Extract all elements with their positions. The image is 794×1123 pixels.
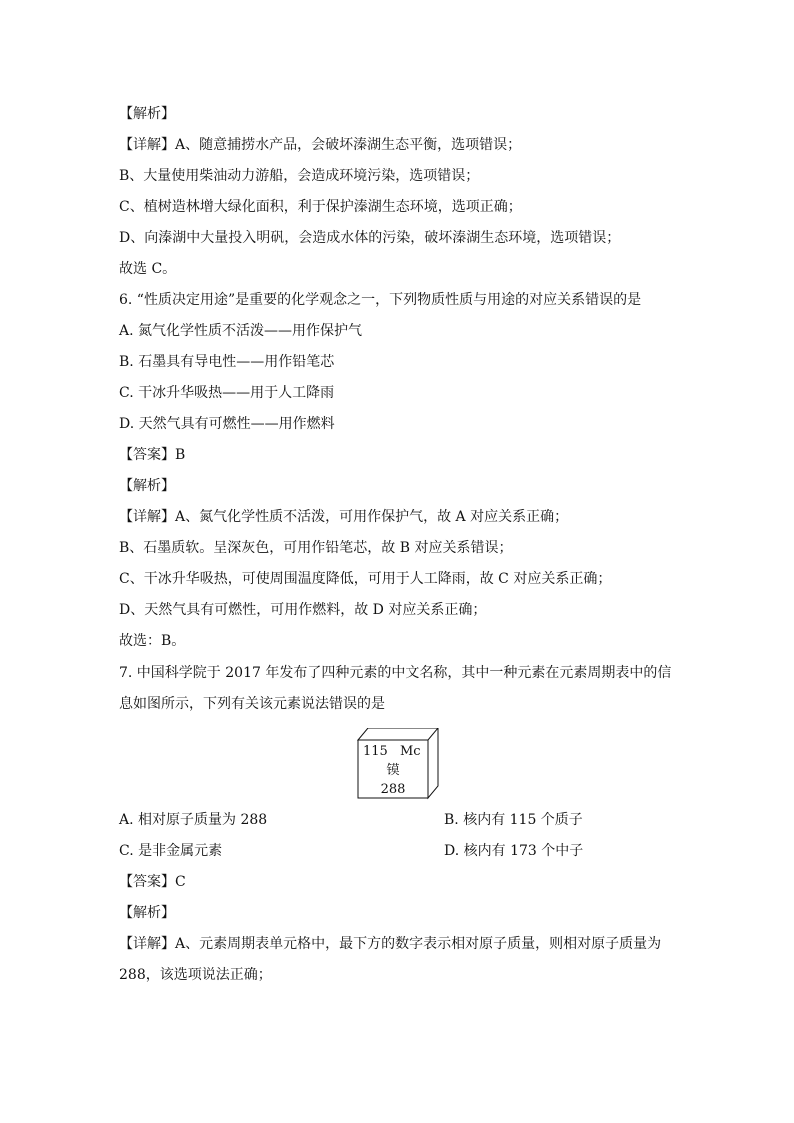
- detail-line-1b: B、大量使用柴油动力游船，会造成环境污染，选项错误；: [119, 168, 480, 184]
- question-7-option-b: B. 核内有 115 个质子: [444, 812, 583, 828]
- periodic-table-cell-drawing: [356, 728, 440, 800]
- atomic-mass: 288: [380, 782, 406, 797]
- question-6-answer: 【答案】B: [119, 447, 186, 463]
- periodic-table-cell-figure: [356, 728, 440, 804]
- question-6-option-c: C. 干冰升华吸热——用于人工降雨: [119, 385, 335, 401]
- cell-3d-top: [358, 728, 438, 740]
- conclusion-2: 故选：B。: [119, 633, 186, 649]
- detail-line-2d: D、天然气具有可燃性，可用作燃料，故 D 对应关系正确；: [119, 602, 487, 618]
- question-7-option-c: C. 是非金属元素: [119, 843, 223, 859]
- detail-line-1a: 【详解】A、随意捕捞水产品，会破坏溱湖生态平衡，选项错误；: [119, 137, 522, 153]
- detail-line-1c: C、植树造林增大绿化面积，利于保护溱湖生态环境，选项正确；: [119, 199, 522, 215]
- question-6-option-d: D. 天然气具有可燃性——用作燃料: [119, 416, 335, 432]
- question-7-stem-line-2: 息如图所示，下列有关该元素说法错误的是: [119, 696, 385, 712]
- analysis-heading-3: 【解析】: [119, 905, 175, 921]
- question-7-option-a: A. 相对原子质量为 288: [119, 812, 268, 828]
- detail-line-1d: D、向溱湖中大量投入明矾，会造成水体的污染，破坏溱湖生态环境，选项错误；: [119, 230, 621, 246]
- detail-line-2b: B、石墨质软。呈深灰色，可用作铅笔芯，故 B 对应关系错误；: [119, 540, 513, 556]
- element-name: 镆: [386, 763, 400, 778]
- detail-line-3a-2: 288，该选项说法正确；: [119, 967, 272, 983]
- question-7-stem-line-1: 7. 中国科学院于 2017 年发布了四种元素的中文名称，其中一种元素在元素周期表中的信: [119, 665, 672, 681]
- atomic-number: 115: [363, 744, 388, 759]
- conclusion-1: 故选 C。: [119, 261, 177, 277]
- element-symbol: Mc: [400, 744, 421, 759]
- question-7-answer: 【答案】C: [119, 874, 186, 890]
- question-6-option-b: B. 石墨具有导电性——用作铅笔芯: [119, 354, 335, 370]
- detail-line-3a-1: 【详解】A、元素周期表单元格中，最下方的数字表示相对原子质量，则相对原子质量为: [119, 936, 662, 952]
- detail-line-2c: C、干冰升华吸热，可使周围温度降低，可用于人工降雨，故 C 对应关系正确；: [119, 571, 612, 587]
- question-7-option-d: D. 核内有 173 个中子: [444, 843, 584, 859]
- analysis-heading-1: 【解析】: [119, 106, 175, 122]
- analysis-heading-2: 【解析】: [119, 478, 175, 494]
- question-6-option-a: A. 氮气化学性质不活泼——用作保护气: [119, 323, 363, 339]
- question-6-stem: 6. “性质决定用途”是重要的化学观念之一，下列物质性质与用途的对应关系错误的是: [119, 292, 642, 308]
- detail-line-2a: 【详解】A、氮气化学性质不活泼，可用作保护气，故 A 对应关系正确；: [119, 509, 569, 525]
